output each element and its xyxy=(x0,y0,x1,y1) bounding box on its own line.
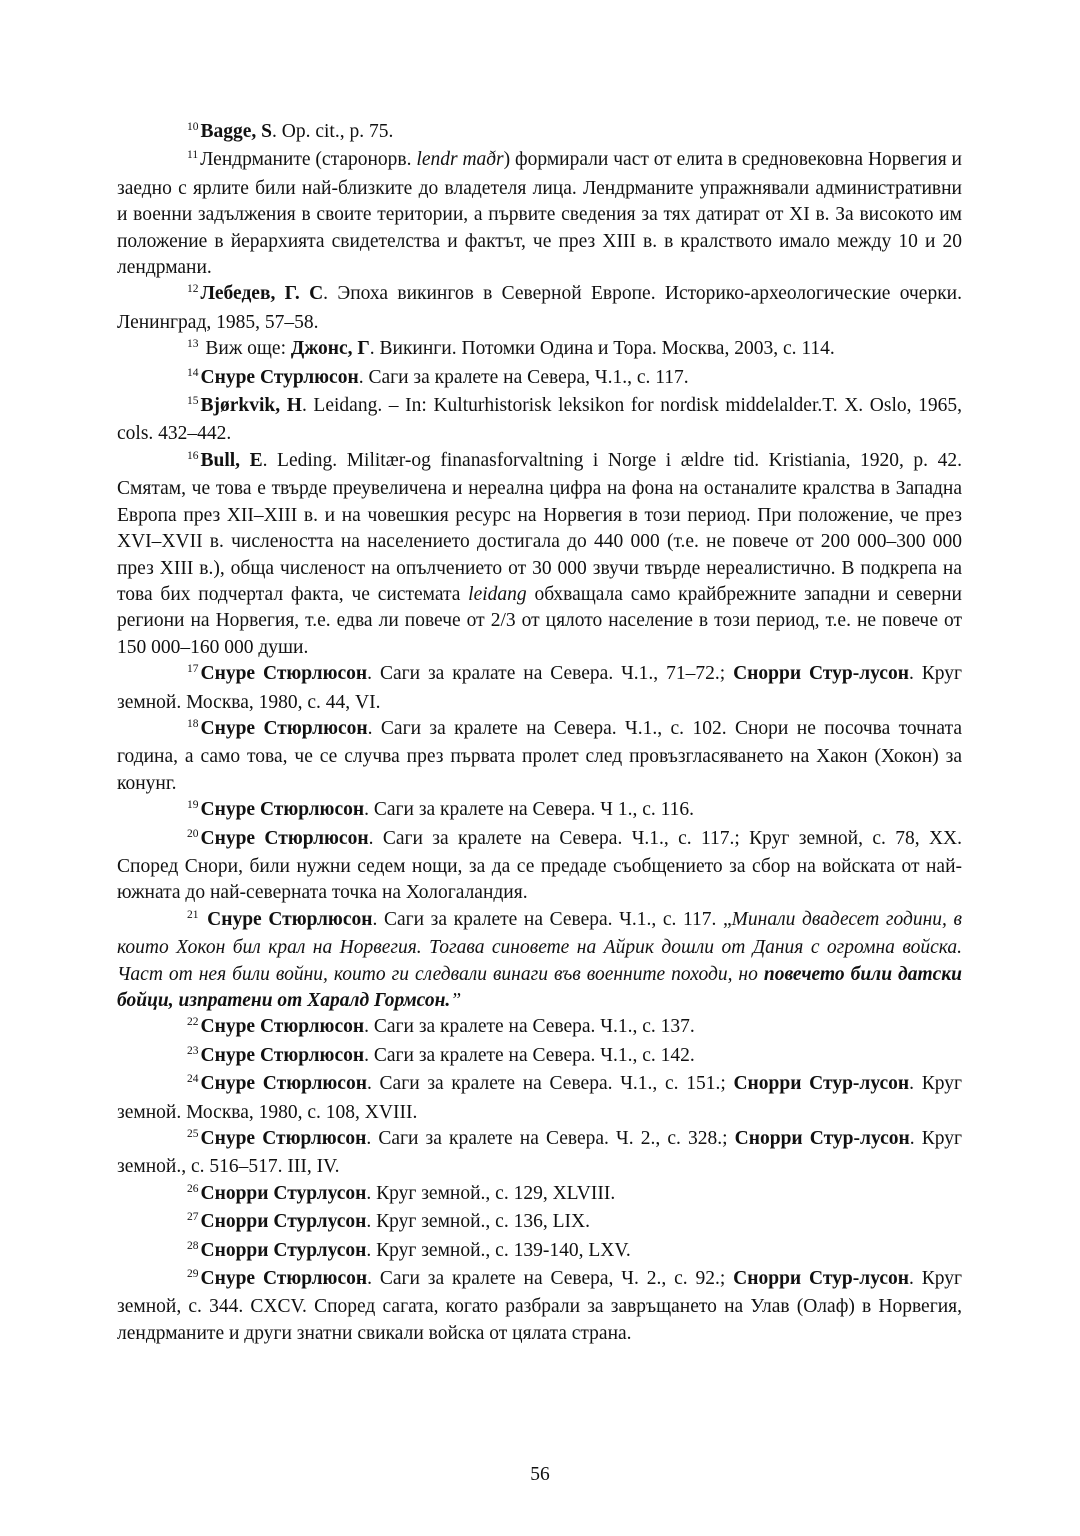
author-name: Снуре Стюрлюсон xyxy=(207,908,373,930)
footnote-text: Лендрманите (старонорв. xyxy=(200,149,417,171)
footnote-number: 26 xyxy=(187,1182,199,1195)
italic-term: lendr maðr xyxy=(416,149,504,171)
footnote xyxy=(117,281,962,336)
author-name: Снуре Стурлюсон xyxy=(200,366,359,388)
author-name: Снуре Стюрлюсон xyxy=(200,1044,365,1066)
author-name: Снорри Стурлусон xyxy=(200,1211,367,1233)
footnote xyxy=(117,907,962,1015)
page-number: 56 xyxy=(530,1464,550,1485)
footnote-number: 25 xyxy=(187,1128,199,1141)
footnote-number: 21 xyxy=(187,908,199,921)
footnote-number: 18 xyxy=(187,717,199,730)
footnote xyxy=(117,1014,962,1042)
author-name: Bull, E xyxy=(200,449,263,471)
author-name: Снуре Стюрлюсон xyxy=(200,1016,365,1038)
footnote-text: Виж още: xyxy=(200,338,291,360)
footnote-number: 22 xyxy=(187,1016,199,1029)
footnote-number: 13 xyxy=(187,338,199,351)
author-name: Снорри Стур-лусон xyxy=(733,1268,909,1290)
footnote-text: . Саги за кралете на Севера, Ч.1., с. 117. xyxy=(358,366,689,388)
footnote xyxy=(117,119,962,147)
author-name: Снорри Стур-лусон xyxy=(733,1073,910,1095)
author-name: Bagge, S xyxy=(200,121,273,142)
footnote-text: . Саги за кралете на Севера. Ч.1., с. 151.; xyxy=(366,1073,734,1095)
footnote xyxy=(117,826,962,907)
italic-term: leidang xyxy=(468,583,527,605)
footnote-text: . Саги за кралете на Севера. Ч.1., с. 142. xyxy=(364,1044,695,1066)
footnote xyxy=(117,365,962,393)
footnote-text: . Круг земной, с. 344. CXCV. Според сагата, когато разбрали за завръщането на Улав (Олаф) в Норвегия, лендрманите и други знатни свикали войска от цялата страна. xyxy=(117,1268,962,1344)
footnote xyxy=(117,797,962,825)
footnote-number: 24 xyxy=(187,1073,199,1086)
footnote xyxy=(117,716,962,797)
footnote-number: 14 xyxy=(187,366,199,379)
footnote-number: 15 xyxy=(187,395,199,408)
author-name: Джонс, Г xyxy=(290,338,370,360)
footnote xyxy=(117,1209,962,1237)
footnote-text: . Круг земной., с. 129, XLVIII. xyxy=(366,1182,616,1204)
author-name: Снуре Стюрлюсон xyxy=(200,1128,367,1150)
footnote-number: 10 xyxy=(187,121,199,133)
author-name: Снорри Стур-лусон xyxy=(734,1128,910,1150)
author-name: Снорри Стур-лусон xyxy=(733,663,909,685)
footnote-text: . Саги за кралете на Севера. Ч 1., с. 116. xyxy=(364,799,695,821)
footnote-text: . Саги за кралете на Севера. Ч.1., с. 117. „ xyxy=(372,908,732,930)
author-name: Bjørkvik, H xyxy=(200,395,302,417)
footnote-text: . Круг земной. Москва, 1980, с. 44, VI. xyxy=(117,663,962,713)
footnote xyxy=(117,448,962,661)
footnote xyxy=(117,1181,962,1209)
author-name: Снуре Стюрлюсон xyxy=(200,799,365,821)
footnote-number: 27 xyxy=(187,1211,199,1224)
footnote-text: . Круг земной. Москва, 1980, с. 108, XVIII. xyxy=(117,1073,962,1123)
footnote-text: . Leidang. – In: Kulturhistorisk leksikon for nordisk middelalder.T. X. Oslo, 1965, cols. 432–442. xyxy=(117,395,962,445)
footnote-text: . Саги за кралете на Севера, Ч. 2., с. 92.; xyxy=(367,1268,734,1290)
footnote-text: ) формирали част от елита в средновековна Норвегия и заедно с ярлите били най-близките до владетеля лица. Лендрманите упражнявали административни и военни задължения в своите територии, а първите сведения за тях датират от XI в. За високото им положение в йерархията свидетелства и фактът, че през XIII в. в кралството имало между 10 и 20 лендрмани. xyxy=(117,149,962,279)
footnote-text: . Круг земной., с. 139-140, LXV. xyxy=(366,1239,631,1261)
footnote-number: 19 xyxy=(187,799,199,812)
footnote-text: . Круг земной., с. 516–517. III, IV. xyxy=(117,1128,962,1178)
author-name: Снуре Стюрлюсон xyxy=(200,717,368,739)
footnote-text: . Leding. Militær-og finanasforvaltning i Norge i ældre tid. Kristiania, 1920, p. 42. Смятам, че това е твърде преувеличена и нереална цифра на фона на останалите кралства в Западна Европа през XII–XIII в. и на човешкия ресурс на Норвегия в този период. При положение, че през XVI–XVII в. числеността на населението достигала до 440 000 (т.е. не повече от 200 000–300 000 през XIII в.), обща численост на опълчението от 30 000 звучи твърде нереалистично. В подкрепа на това бих подчертал факта, че системата xyxy=(117,449,962,605)
footnote-text: . Op. cit., p. 75. xyxy=(272,121,394,142)
footnote xyxy=(117,1071,962,1126)
footnote-number: 20 xyxy=(187,827,199,840)
footnote-text: . Саги за кралете на Севера. Ч.1., с. 117.; Круг земной, с. 78, XX. Според Снори, били нужни седем нощи, за да се предаде съобщението за сбор на войската от най-южната до най-северната точка на Хологаландия. xyxy=(117,827,962,904)
footnote-text: . Эпоха викингов в Северной Европе. Историко-археологические очерки. Ленинград, 1985, 57–58. xyxy=(117,283,962,333)
quotation-text: Минали двадесет години, в които Хокон бил крал на Норвегия. Тогава синовете на Айрик дошли от Дания с огромна войска. Част от нея били войни, които ги следвали винаги във военните походи, но xyxy=(117,908,963,985)
footnote-number: 16 xyxy=(187,449,199,462)
footnote xyxy=(117,661,962,716)
footnote-text: . Саги за кралате на Севера. Ч.1., 71–72.; xyxy=(367,663,734,685)
footnote-number: 28 xyxy=(187,1239,199,1252)
footnote-number: 29 xyxy=(187,1268,199,1281)
author-name: Снорри Стурлусон xyxy=(200,1182,367,1204)
footnote xyxy=(117,1238,962,1266)
footnote-number: 11 xyxy=(187,149,199,162)
footnote xyxy=(117,336,962,364)
footnote-text: обхващала само крайбрежните западни и северни региони на Норвегия, т.е. едва ли повече от 2/3 от цялото население в този период, т.е. не повече от 150 000–160 000 души. xyxy=(117,583,962,658)
author-name: Лебедев, Г. С xyxy=(200,283,324,305)
footnote-text: . Саги за кралете на Севера. Ч.1., с. 137. xyxy=(364,1016,695,1038)
footnote xyxy=(117,393,962,448)
footnote-text: . Викинги. Потомки Одина и Тора. Москва, 2003, с. 114. xyxy=(369,338,835,360)
footnotes-block xyxy=(117,119,962,1347)
footnote-number: 17 xyxy=(187,663,199,676)
quotation-emphasis-text: повечето били датски бойци, изпратени от Харалд Гормсон. xyxy=(117,963,963,1011)
author-name: Снуре Стюрлюсон xyxy=(200,663,368,685)
footnote-text: . Круг земной., с. 136, LIX. xyxy=(366,1211,590,1233)
author-name: Снуре Стюрлюсон xyxy=(200,1073,367,1095)
footnote xyxy=(117,1126,962,1181)
footnote-number: 23 xyxy=(187,1044,199,1057)
closing-quote: ” xyxy=(450,990,462,1011)
footnote xyxy=(117,147,962,281)
author-name: Снуре Стюрлюсон xyxy=(200,827,369,849)
footnote xyxy=(117,1043,962,1071)
footnote xyxy=(117,1266,962,1347)
author-name: Снуре Стюрлюсон xyxy=(200,1268,368,1290)
footnote-text: . Саги за кралете на Севера. Ч.1., с. 102. Снори не посочва точната година, а само това, че се случва през първата пролет след провъзгласяването на Хакон (Хокон) за конунг. xyxy=(117,717,962,794)
author-name: Снорри Стурлусон xyxy=(200,1239,367,1261)
footnote-text: . Саги за кралете на Севера. Ч. 2., с. 328.; xyxy=(366,1128,735,1150)
footnote-number: 12 xyxy=(187,283,199,296)
